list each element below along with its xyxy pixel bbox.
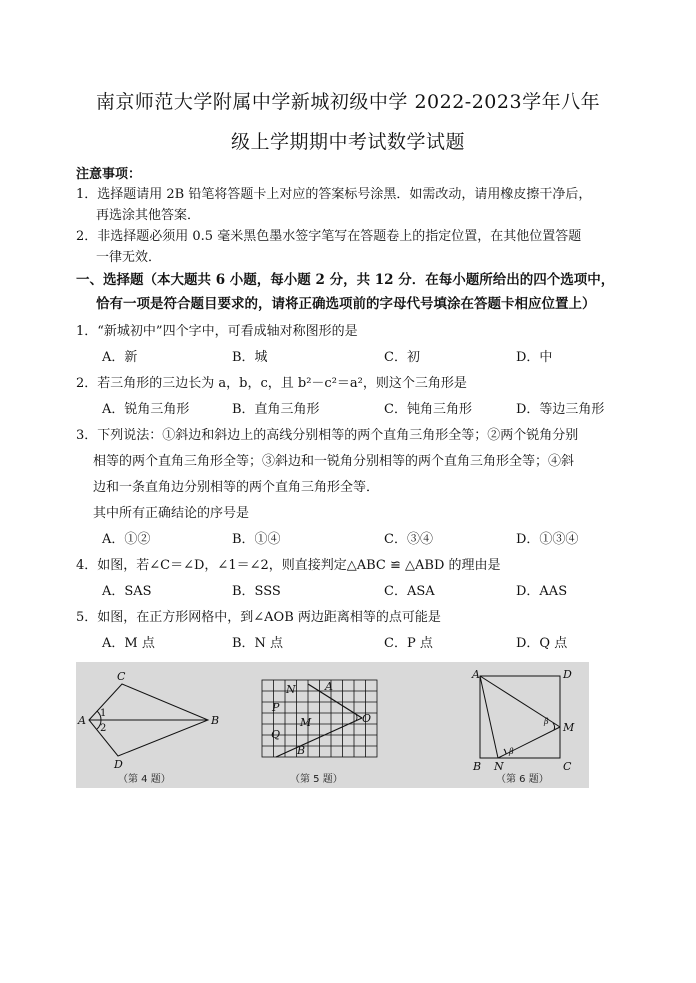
q3-option-d: D．①③④ [516, 532, 579, 547]
fig6-label-b: B [473, 760, 482, 773]
fig4-label-2: 2 [100, 723, 107, 734]
section-header-line1: 一、选择题（本大题共 6 小题，每小题 2 分，共 12 分．在每小题所给出的四个选项中， [76, 272, 615, 288]
fig5-caption: （第 5 题） [290, 774, 343, 785]
page-title-line1: 南京师范大学附属中学新城初级中学 2022-2023学年八年 [95, 91, 601, 113]
question-1-stem: 1．“新城初中”四个字中，可看成轴对称图形的是 [76, 324, 358, 339]
note-1-line1: 1．选择题请用 2B 铅笔将答题卡上对应的答案标号涂黑．如需改动，请用橡皮擦干净后， [76, 187, 592, 202]
figure-5 [262, 680, 377, 757]
q4-option-b: B．SSS [232, 584, 281, 599]
fig6-label-d: D [563, 668, 572, 681]
fig6-label-m: M [563, 721, 575, 734]
q4-option-d: D．AAS [516, 584, 568, 599]
q5-option-b: B．N 点 [232, 636, 284, 651]
fig6-beta-arc-m [553, 723, 555, 730]
q1-option-d: D．中 [516, 350, 553, 365]
fig4-caption: （第 4 题） [118, 774, 171, 785]
question-3-stem-line1: 3．下列说法：①斜边和斜边上的高线分别相等的两个直角三角形全等；②两个锐角分别 [76, 428, 579, 443]
question-2-stem: 2．若三角形的三边长为 a，b，c，且 b²－c²＝a²，则这个三角形是 [76, 376, 467, 391]
fig6-label-beta-m: β [544, 717, 549, 726]
fig5-angle-arc [356, 714, 357, 721]
note-2-line2: 一律无效． [96, 250, 162, 265]
notes-heading: 注意事项： [76, 167, 142, 182]
q2-option-b: B．直角三角形 [232, 402, 320, 417]
figure-4 [89, 684, 208, 756]
fig4-label-a: A [78, 714, 86, 727]
fig4-label-1: 1 [100, 708, 107, 719]
fig6-label-a: A [472, 668, 480, 681]
q3-option-b: B．①④ [232, 532, 281, 547]
note-1-line2: 再选涂其他答案． [96, 208, 201, 223]
question-3-stem-line3: 边和一条直角边分别相等的两个直角三角形全等． [93, 480, 380, 495]
q5-option-c: C．P 点 [384, 636, 433, 651]
q3-option-c: C．③④ [384, 532, 433, 547]
fig6-label-beta-n: β [509, 747, 514, 756]
q1-option-c: C．初 [384, 350, 420, 365]
fig6-label-c: C [563, 760, 572, 773]
q3-option-a: A．①② [102, 532, 151, 547]
q2-option-a: A．锐角三角形 [102, 402, 190, 417]
fig6-beta-arc-n [504, 749, 506, 754]
q2-option-d: D．等边三角形 [516, 402, 605, 417]
fig4-label-c: C [117, 670, 126, 683]
fig5-label-n: N [286, 683, 296, 696]
figures-panel [76, 662, 589, 788]
question-5-stem: 5．如图，在正方形网格中，到∠AOB 两边距离相等的点可能是 [76, 610, 441, 625]
q1-option-a: A．新 [102, 350, 138, 365]
fig4-label-d: D [114, 758, 123, 771]
q2-option-c: C．钝角三角形 [384, 402, 472, 417]
question-4-stem: 4．如图，若∠C＝∠D，∠1＝∠2，则直接判定△ABC ≌ △ABD 的理由是 [76, 558, 501, 573]
question-3-stem-line4: 其中所有正确结论的序号是 [93, 506, 250, 521]
question-3-stem-line2: 相等的两个直角三角形全等；③斜边和一锐角分别相等的两个直角三角形全等；④斜 [93, 454, 575, 469]
note-2-line1: 2．非选择题必须用 0.5 毫米黑色墨水签字笔写在答题卷上的指定位置，在其他位置答题 [76, 229, 582, 244]
figures-svg [76, 662, 589, 788]
section-header-line2: 恰有一项是符合题目要求的，请将正确选项前的字母代号填涂在答题卡相应位置上） [96, 296, 596, 312]
fig5-label-b: B [297, 744, 306, 757]
q4-option-c: C．ASA [384, 584, 435, 599]
fig5-label-p: P [272, 701, 280, 714]
q5-option-a: A．M 点 [102, 636, 155, 651]
fig5-label-o: O [362, 712, 372, 725]
fig6-line-nm [498, 727, 560, 758]
q5-option-d: D．Q 点 [516, 636, 568, 651]
fig6-caption: （第 6 题） [496, 774, 549, 785]
fig5-label-a: A [325, 680, 333, 693]
q1-option-b: B．城 [232, 350, 268, 365]
fig4-label-b: B [211, 714, 220, 727]
page-title-line2: 级上学期期中考试数学试题 [230, 131, 465, 153]
fig6-line-an [480, 676, 498, 758]
fig5-label-q: Q [271, 728, 281, 741]
q4-option-a: A．SAS [102, 584, 152, 599]
fig5-label-m: M [300, 716, 312, 729]
fig6-label-n: N [494, 760, 504, 773]
